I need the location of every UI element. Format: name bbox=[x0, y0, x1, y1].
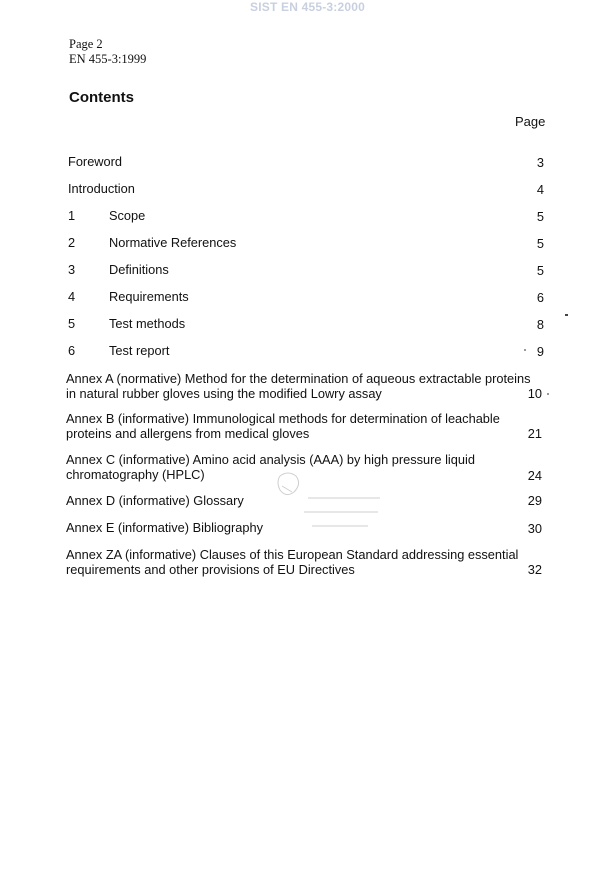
toc-entry-annex[interactable] bbox=[66, 547, 546, 577]
toc-page-number: 10 bbox=[527, 386, 542, 401]
annex-title-line: Annex ZA (informative) Clauses of this European Standard addressing essential bbox=[66, 547, 519, 562]
toc-page-number: 4 bbox=[536, 182, 544, 197]
toc-entry-annex[interactable] bbox=[66, 411, 546, 441]
contents-title: Contents bbox=[69, 89, 134, 106]
page-label: Page 2 bbox=[69, 37, 103, 51]
toc-page-number: 30 bbox=[527, 521, 542, 536]
section-number: 3 bbox=[68, 262, 76, 277]
annex-title-line: requirements and other provisions of EU Directives bbox=[66, 562, 355, 577]
toc-page-number: 32 bbox=[527, 562, 542, 577]
section-number: 2 bbox=[68, 235, 76, 250]
annex-title-line: Annex C (informative) Amino acid analysis (AAA) by high pressure liquid bbox=[66, 452, 475, 467]
section-number: 6 bbox=[68, 343, 76, 358]
section-title: Scope bbox=[109, 208, 146, 223]
section-number: 1 bbox=[68, 208, 76, 223]
scan-speck bbox=[524, 349, 526, 351]
toc-page-number: 8 bbox=[536, 317, 544, 332]
toc-page-number: 3 bbox=[536, 155, 544, 170]
page-header bbox=[69, 37, 146, 67]
page-column-label: Page bbox=[515, 114, 546, 129]
standard-id: EN 455-3:1999 bbox=[69, 52, 147, 66]
toc-entry-title: Introduction bbox=[68, 181, 135, 196]
toc-page-number: 6 bbox=[536, 290, 544, 305]
section-title: Requirements bbox=[109, 289, 189, 304]
annex-title-line: Annex A (normative) Method for the determination of aqueous extractable proteins bbox=[66, 371, 531, 386]
toc-entry-title: Foreword bbox=[68, 154, 123, 169]
toc-page-number: 5 bbox=[536, 263, 544, 278]
toc-entry-annex[interactable] bbox=[66, 371, 546, 401]
scan-speck bbox=[565, 314, 568, 316]
faded-stamp-graphic bbox=[268, 468, 388, 538]
section-title: Test methods bbox=[109, 316, 186, 331]
annex-title-line: proteins and allergens from medical gloves bbox=[66, 426, 310, 441]
annex-title-line: Annex E (informative) Bibliography bbox=[66, 520, 264, 535]
toc-page-number: 29 bbox=[527, 493, 542, 508]
scan-speck bbox=[547, 393, 549, 395]
toc-entry-introduction[interactable] bbox=[68, 181, 135, 196]
toc-page-number: 5 bbox=[536, 209, 544, 224]
watermark: SIST EN 455-3:2000 bbox=[250, 0, 365, 14]
annex-title-line: Annex D (informative) Glossary bbox=[66, 493, 244, 508]
annex-title-line: in natural rubber gloves using the modified Lowry assay bbox=[66, 386, 382, 401]
toc-entry-foreword[interactable] bbox=[68, 154, 122, 169]
annex-title-line: chromatography (HPLC) bbox=[66, 467, 205, 482]
section-number: 5 bbox=[68, 316, 76, 331]
toc-page-number: 24 bbox=[527, 468, 542, 483]
toc-page-number: 21 bbox=[527, 426, 542, 441]
section-number: 4 bbox=[68, 289, 76, 304]
toc-page-number: 5 bbox=[536, 236, 544, 251]
section-title: Definitions bbox=[109, 262, 169, 277]
section-title: Test report bbox=[109, 343, 170, 358]
annex-title-line: Annex B (informative) Immunological methods for determination of leachable bbox=[66, 411, 500, 426]
toc-page-number: 9 bbox=[536, 344, 544, 359]
section-title: Normative References bbox=[109, 235, 237, 250]
